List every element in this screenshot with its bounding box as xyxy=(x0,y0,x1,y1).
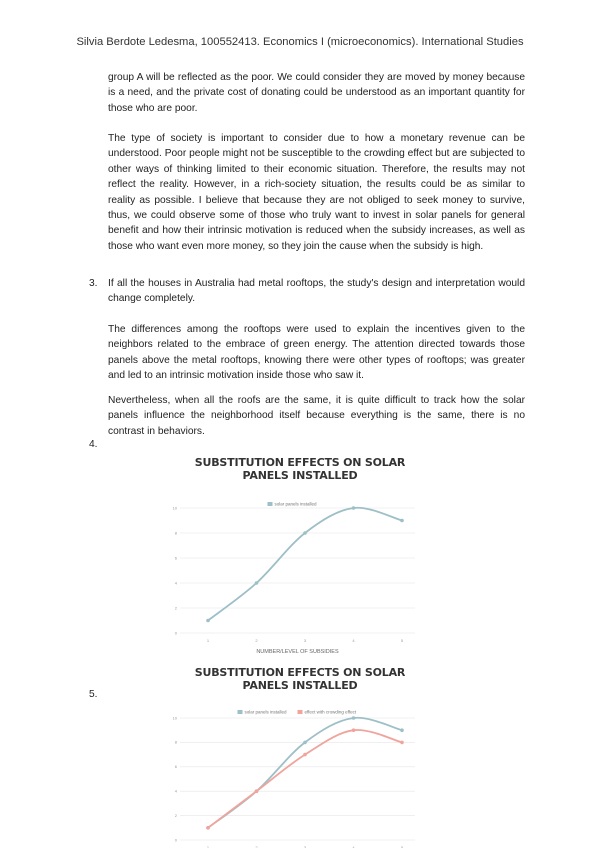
chart-2-series-line-1 xyxy=(208,718,402,828)
chart-2-data-point xyxy=(400,728,404,732)
paragraph-1: group A will be reflected as the poor. We could consider they are moved by money because is a need, and the private cost of donating could be understood as an important quantity for those who are poor. xyxy=(108,72,525,114)
chart-2-y-tick-label: 8 xyxy=(174,739,177,745)
paragraph-3: If all the houses in Australia had metal rooftops, the study's design and interpretation would change completely. xyxy=(108,278,525,305)
page-header: Silvia Berdote Ledesma, 100552413. Economics I (microeconomics). International Studies xyxy=(76,36,524,48)
chart-1-y-tick-label: 4 xyxy=(174,580,177,586)
chart-2-x-tick-label: 4 xyxy=(352,845,355,848)
chart-1-y-tick-label: 0 xyxy=(174,630,177,636)
chart-2-data-point xyxy=(206,826,210,830)
chart-2-y-tick-label: 4 xyxy=(174,788,177,794)
chart-1-x-tick-label: 1 xyxy=(206,638,210,643)
chart-2-y-tick-label: 2 xyxy=(174,812,177,818)
chart-1-legend-label: solar panels installed xyxy=(274,501,317,507)
chart-2-x-tick-label: 5 xyxy=(400,845,404,848)
chart-1-x-axis-label: NUMBER/LEVEL OF SUBSIDIES xyxy=(256,649,339,655)
paragraph-2: The type of society is important to consider due to how a monetary revenue can be understood. Poor people might not be susceptible to the crowding effect but are subjected to other ways of thinking limited to their economic situation. Therefore, the results may not reflect the reality. However, in a rich-society situation, the results could be as similar to reality as possible. I believe that because they are not obliged to seek money to survive, thus, we could observe some of those who truly want to invest in solar panels for general benefit and how their intrinsic motivation is reduced when the subsidy increases, as well as those who want even more money, so they join the cause when the subsidy is high. xyxy=(108,133,525,252)
chart-2-x-tick-label: 3 xyxy=(303,845,307,848)
chart-1-y-tick-label: 8 xyxy=(174,530,177,536)
chart-2-legend-swatch xyxy=(298,710,303,714)
chart-2-x-tick-label: 2 xyxy=(255,845,258,848)
chart-2-data-point xyxy=(303,741,307,745)
list-number-3: 3. xyxy=(89,278,98,289)
chart-2-series-line-2 xyxy=(208,730,402,828)
chart-2-legend-label: solar panels installed xyxy=(244,709,287,715)
chart-1-y-tick-label: 2 xyxy=(174,605,177,611)
list-number-5: 5. xyxy=(89,689,98,700)
chart-2-data-point xyxy=(255,789,259,793)
chart-1-title: SUBSTITUTION EFFECTS ON SOLAR PANELS INSTALLED xyxy=(194,456,406,482)
chart-1-x-tick-label: 2 xyxy=(255,638,258,643)
chart-2-data-point xyxy=(352,716,356,720)
chart-1-y-tick-label: 6 xyxy=(174,555,177,561)
chart-2-x-tick-label: 1 xyxy=(206,845,210,848)
chart-2-data-point xyxy=(400,741,404,745)
paragraph-5: Nevertheless, when all the roofs are the same, it is quite difficult to track how the solar panels influence the neighborhood itself because everything is the same, there is no contrast in behaviors. xyxy=(108,395,525,437)
chart-2-y-tick-label: 6 xyxy=(174,764,177,770)
chart-2-title: SUBSTITUTION EFFECTS ON SOLAR PANELS INSTALLED xyxy=(194,666,406,692)
list-number-4: 4. xyxy=(89,439,98,450)
chart-1-x-tick-label: 4 xyxy=(352,638,355,643)
chart-1-y-tick-label: 10 xyxy=(172,505,177,511)
chart-2-y-tick-label: 10 xyxy=(172,715,177,721)
paragraph-4: The differences among the rooftops were used to explain the incentives given to the neighbors related to the embrace of green energy. The attention directed towards those panels above the metal rooftops, knowing there were other types of rooftops; was greater and led to an intrinsic motivation inside those who saw it. xyxy=(108,324,525,382)
chart-2-y-tick-label: 0 xyxy=(174,837,177,843)
chart-2-data-point xyxy=(352,728,356,732)
chart-1-x-tick-label: 3 xyxy=(303,638,307,643)
chart-1-x-tick-label: 5 xyxy=(400,638,404,643)
chart-2-legend-label: effect with crowding effect xyxy=(304,709,357,715)
chart-2-legend-swatch xyxy=(238,710,243,714)
chart-2-data-point xyxy=(303,753,307,757)
